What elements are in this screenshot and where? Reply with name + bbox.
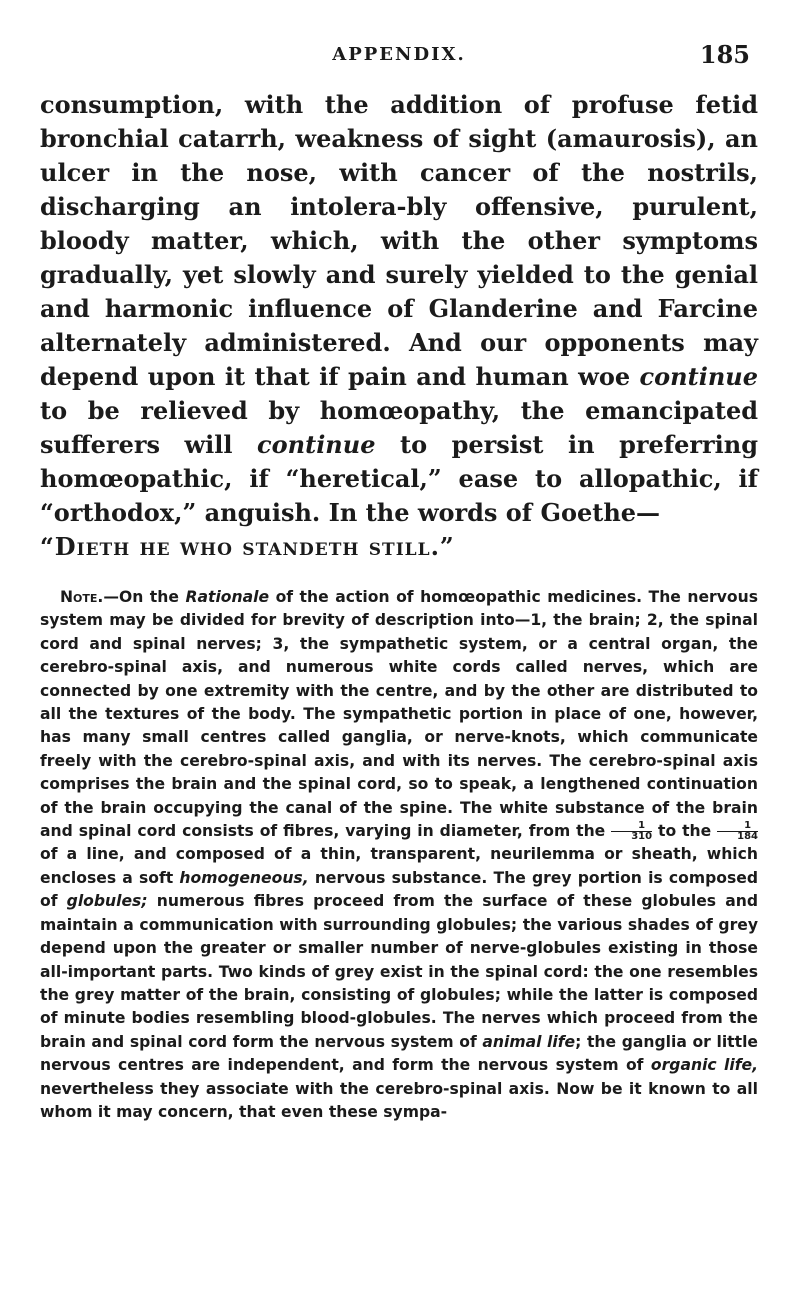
emphasis-continue-2: continue — [257, 430, 376, 459]
note-text-5: nervous substance. The grey portion is composed of — [40, 868, 758, 911]
emphasis-homogeneous: homogeneous, — [179, 868, 309, 887]
main-text-part-2: to be relieved by homœopathy, the emancipated sufferers will — [40, 396, 758, 459]
fraction-one-184 — [717, 821, 758, 842]
running-head — [40, 40, 758, 78]
main-text-part-1: consumption, with the addition of profuse fetid bronchial catarrh, weakness of sight (amaurosis), an ulcer in the nose, with cancer of the nostrils, discharging an intolera-bly offensive, purulent, bloody matter, which, with the other symptoms gradually, yet slowly and surely yielded to the genial and harmonic influence of Glanderine and Farcine alternately administered. And our opponents may depend upon it that if pain and human woe — [40, 90, 758, 391]
note-text-3: to the — [657, 822, 712, 841]
emphasis-organic-life: organic life, — [650, 1056, 759, 1075]
emphasis-animal-life: animal life — [482, 1032, 576, 1051]
fraction-2-numerator: 1 — [717, 821, 758, 832]
page-number: 185 — [699, 40, 750, 69]
fraction-one-310 — [611, 821, 652, 842]
emphasis-continue-1: continue — [639, 362, 758, 391]
note-text-6: numerous fibres proceed from the surface of these globules and maintain a communication with surrounding globules; the various shades of grey depend upon the greater or smaller number of nerve-globules existing in those all-important parts. Two kinds of grey exist in the spinal cord: the one resembles the grey matter of the brain, consisting of globules; while the latter is composed of minute bodies resembling blood-globules. The nerves which proceed from the brain and spinal cord form the nervous system of — [40, 892, 758, 1051]
goethe-quote: “Dieth he who standeth still.” — [40, 532, 455, 561]
footnote — [40, 586, 758, 1124]
main-paragraph — [40, 88, 758, 530]
main-text-part-3: to persist in preferring homœopathic, if “heretical,” ease to allopathic, if “orthodox,” anguish. In the words of Goethe— — [40, 430, 759, 527]
note-text-7: ; the ganglia or little nervous centres are independent, and form the nervous system of — [40, 1032, 758, 1075]
emphasis-rationale: Rationale — [185, 588, 270, 606]
main-text — [40, 88, 758, 564]
emphasis-globules: globules; — [66, 892, 148, 911]
note-text-8: nevertheless they associate with the cerebro-spinal axis. Now be it known to all whom it may concern, that even these sympa- — [40, 1079, 758, 1121]
fraction-1-denominator: 310 — [631, 831, 653, 843]
running-title: APPENDIX. — [332, 44, 466, 65]
footnote-paragraph — [40, 586, 758, 1124]
note-text-4: of a line, and composed of a thin, transparent, neurilemma or sheath, which encloses a soft — [40, 845, 758, 887]
note-text-1: —On the — [103, 588, 179, 606]
fraction-1-numerator: 1 — [611, 821, 652, 832]
book-page — [40, 40, 758, 1124]
note-label: Note. — [60, 588, 104, 606]
fraction-2-denominator: 184 — [737, 831, 758, 843]
note-text-2: of the action of homœopathic medicines. The nervous system may be divided for brevity of description into—1, the brain; 2, the spinal cord and spinal nerves; 3, the sympathetic system, or a central organ, the cerebro-spinal axis, and numerous white cords called nerves, which are connected by one extremity with the centre, and by the other are distributed to all the textures of the body. The sympathetic portion in place of one, however, has many small centres called ganglia, or nerve-knots, which communicate freely with the cerebro-spinal axis, and with its nerves. The cerebro-spinal axis comprises the brain and the spinal cord, so to speak, a lengthened continuation of the brain occupying the canal of the spine. The white substance of the brain and spinal cord consists of fibres, varying in diameter, from the — [40, 588, 759, 841]
